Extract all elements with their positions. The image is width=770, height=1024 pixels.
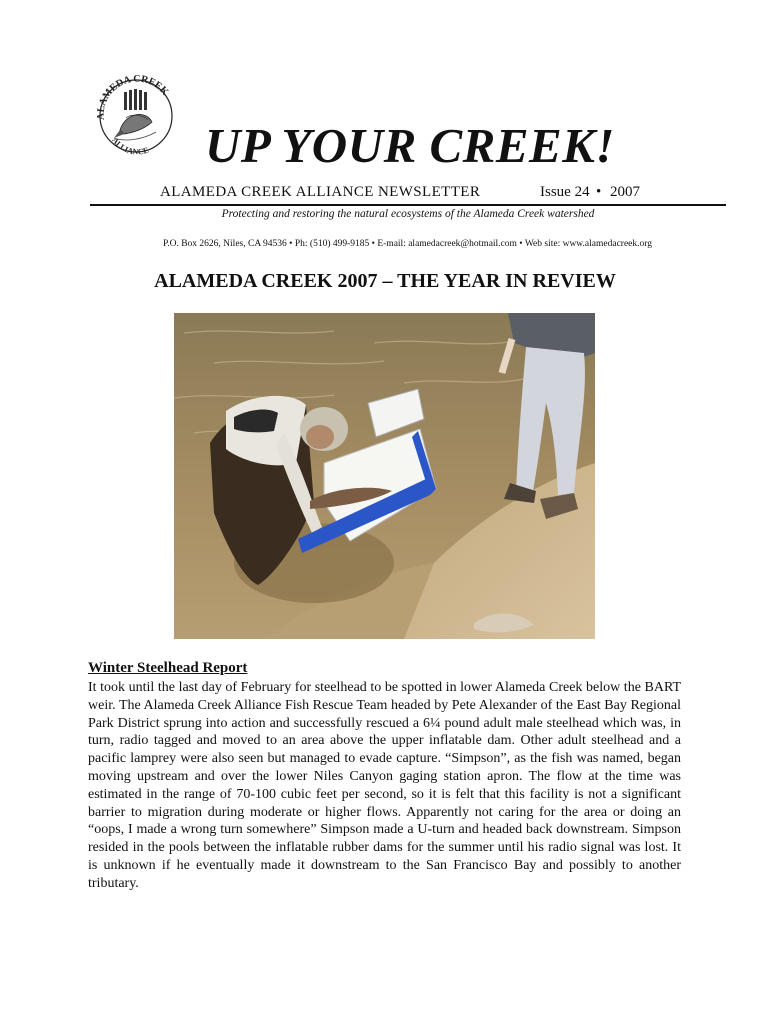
masthead-divider — [90, 204, 726, 206]
mission-tagline: Protecting and restoring the natural ecosystems of the Alameda Creek watershed — [221, 208, 595, 220]
bullet-separator: • — [596, 184, 602, 200]
logo-top-text: ALAMEDA CREEK — [95, 73, 171, 121]
logo-bottom-text: ALLIANCE — [110, 135, 150, 157]
article-body: It took until the last day of February for steelhead to be spotted in lower Alameda Creek below the BART weir. The Alameda Creek Alliance Fish Rescue Team headed by Pete Alexander of the East Bay Regional Park District sprung into action and successfully rescued a 6¼ pound adult male steelhead which was, in turn, radio tagged and moved to an area above the upper inflatable dam. Other adult steelhead and a pacific lamprey were also seen but managed to evade capture. “Simpson”, as the fish was named, began moving upstream and over the lower Niles Canyon gaging station apron. The flow at the time was estimated in the range of 70-100 cubic feet per second, so it is felt that this facility is not a significant barrier to migration during moderate or higher flows. Apparently not caring for the area or doing an “oops, I made a wrong turn somewhere” Simpson made a U-turn and headed back downstream. Simpson resided in the pools between the inflatable rubber dams for the summer until his radio signal was lost. It is unknown if he eventually made it downstream to the San Francisco Bay and possibly to another tributary. — [88, 680, 681, 891]
issue-number: Issue 24 — [540, 184, 590, 200]
svg-text:ALAMEDA CREEK — [95, 74, 170, 121]
newsletter-subhead — [90, 181, 726, 203]
section-title-winter-steelhead: Winter Steelhead Report — [88, 660, 248, 676]
fish-rescue-photo-icon — [174, 313, 595, 639]
alameda-creek-alliance-logo-icon — [90, 68, 182, 160]
photo-graphic — [174, 313, 595, 639]
logo-graphic — [90, 68, 182, 160]
article-headline: ALAMEDA CREEK 2007 – THE YEAR IN REVIEW — [154, 270, 616, 292]
contact-info: P.O. Box 2626, Niles, CA 94536 • Ph: (510) 499-9185 • E-mail: alamedacreek@hotmail.com • Web site: www.alamedacreek.org — [163, 239, 652, 249]
newsletter-masthead-title: UP YOUR CREEK! — [205, 118, 615, 173]
newsletter-name: ALAMEDA CREEK ALLIANCE NEWSLETTER — [160, 184, 481, 200]
issue-year: 2007 — [610, 184, 640, 200]
